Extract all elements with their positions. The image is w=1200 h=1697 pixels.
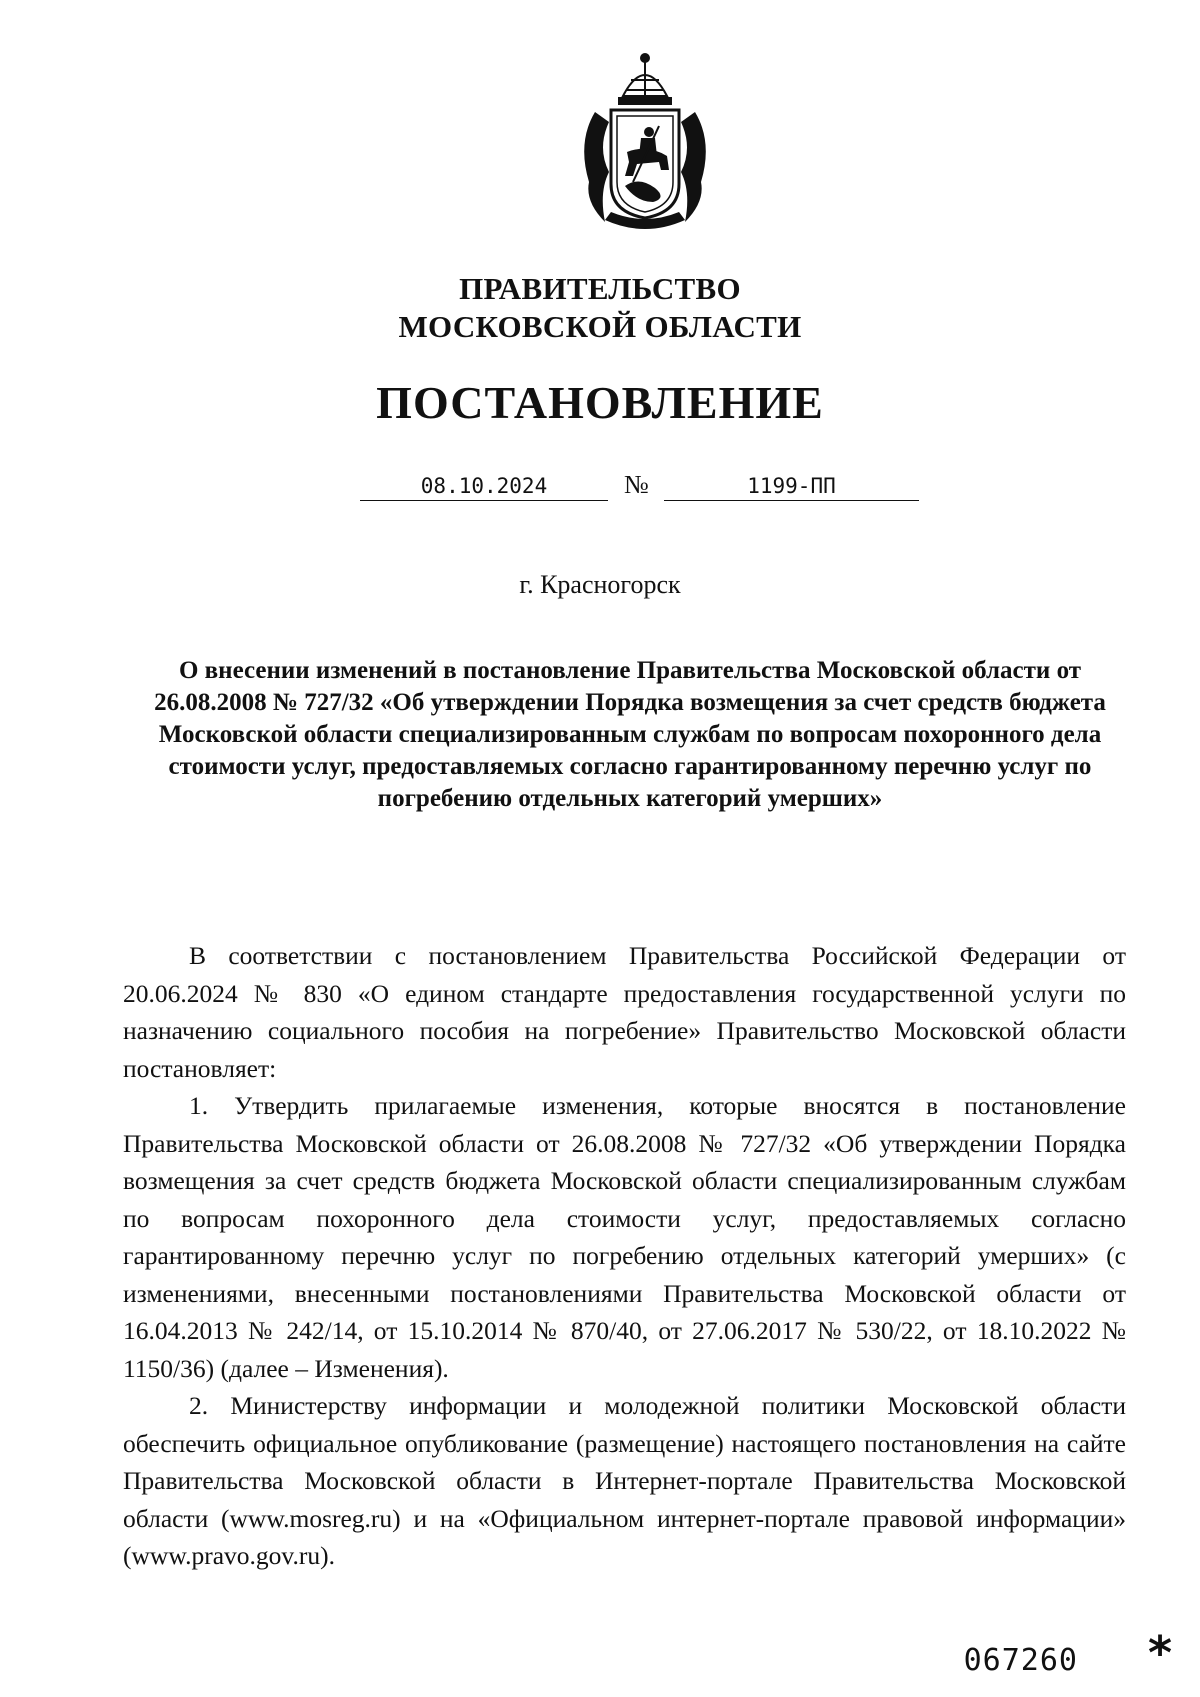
issuing-authority xyxy=(0,270,1200,346)
number-sign: № xyxy=(624,470,649,499)
authority-line-2: МОСКОВСКОЙ ОБЛАСТИ xyxy=(398,309,802,344)
serial-mark: * xyxy=(1148,1626,1173,1680)
document-subject: О внесении изменений в постановление Правительства Московской области от 26.08.2008 № 727/32 «Об утверждении Порядка возмещения за счет средств бюджета Московской области специализированным службам по вопросам похоронного дела стоимости услуг, предоставляемых согласно гарантированному перечню услуг по погребению отдельных категорий умерших» xyxy=(154,657,1106,812)
document-body xyxy=(123,937,1126,1575)
serial-number: 067260 xyxy=(963,1643,1078,1678)
document-date: 08.10.2024 xyxy=(360,472,608,501)
coat-of-arms-icon xyxy=(575,52,715,234)
document-type-title: ПОСТАНОВЛЕНИЕ xyxy=(376,377,824,428)
document-number: 1199-ПП xyxy=(664,472,919,501)
city-line: г. Красногорск xyxy=(519,570,681,599)
preamble-paragraph: В соответствии с постановлением Правительства Российской Федерации от 20.06.2024 № 830 «О едином стандарте предоставления государственной услуги по назначению социального пособия на погребение» Правительство Московской области постановляет: xyxy=(123,941,1126,1083)
item-2-paragraph: 2. Министерству информации и молодежной политики Московской области обеспечить официальное опубликование (размещение) настоящего постановления на сайте Правительства Московской области в Интернет-портале Правительства Московской области (www.mosreg.ru) и на «Официальном интернет-портале правовой информации» (www.pravo.gov.ru). xyxy=(123,1391,1126,1570)
item-1-paragraph: 1. Утвердить прилагаемые изменения, которые вносятся в постановление Правительства Московской области от 26.08.2008 № 727/32 «Об утверждении Порядка возмещения за счет средств бюджета Московской области специализированным службам по вопросам похоронного дела стоимости услуг, предоставляемых согласно гарантированному перечню услуг по погребению отдельных категорий умерших» (с изменениями, внесенными постановлениями Правительства Московской области от 16.04.2013 № 242/14, от 15.10.2014 № 870/40, от 27.06.2017 № 530/22, от 18.10.2022 № 1150/36) (далее – Изменения). xyxy=(123,1091,1126,1383)
authority-line-1: ПРАВИТЕЛЬСТВО xyxy=(459,271,741,306)
registration-line xyxy=(360,472,920,506)
